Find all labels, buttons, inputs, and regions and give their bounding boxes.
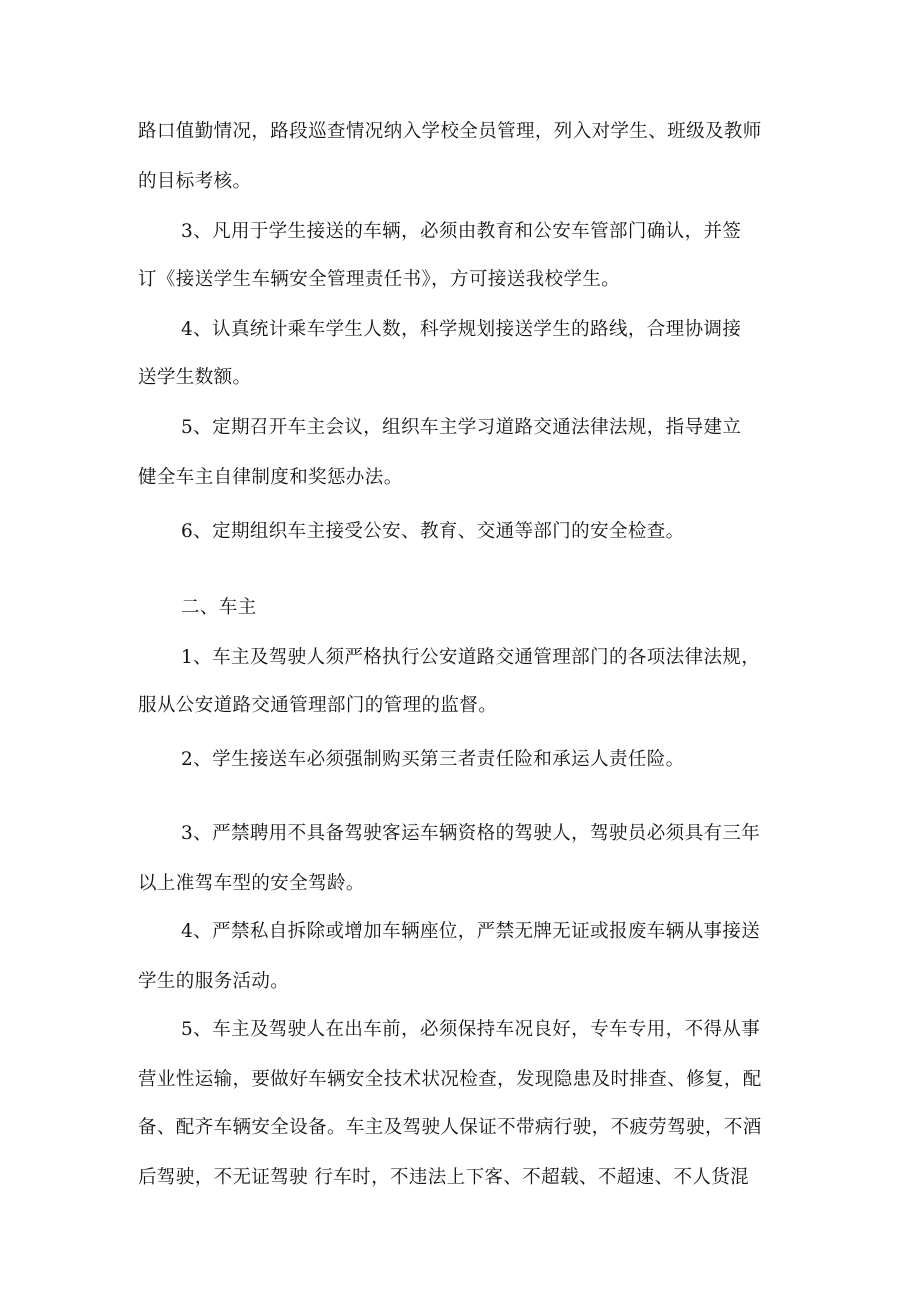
owner-item-5-line-1: 5、车主及驾驶人在出车前，必须保持车况良好，专车专用，不得从事 [181,1019,761,1040]
paragraph-6: 6、定期组织车主接受公安、教育、交通等部门的安全检查。 [181,521,685,542]
section-heading: 二、车主 [181,597,257,618]
paragraph-5-line-1: 5、定期召开车主会议，组织车主学习道路交通法律法规，指导建立 [181,417,742,438]
owner-item-5-line-2: 营业性运输，要做好车辆安全技术状况检查，发现隐患及时排查、修复，配 [138,1069,762,1090]
owner-item-5-line-4: 后驾驶，不无证驾驶 行车时，不违法上下客、不超载、不超速、不人货混 [138,1167,750,1188]
owner-item-3-line-1: 3、严禁聘用不具备驾驶客运车辆资格的驾驶人，驾驶员必须具有三年 [181,823,761,844]
owner-item-4-line-1: 4、严禁私自拆除或增加车辆座位，严禁无牌无证或报废车辆从事接送 [181,921,761,942]
owner-item-3-line-2: 以上准驾车型的安全驾龄。 [138,873,365,894]
paragraph-4-line-2: 送学生数额。 [138,367,252,388]
paragraph-5-line-2: 健全车主自律制度和奖惩办法。 [138,467,403,488]
owner-item-2: 2、学生接送车必须强制购买第三者责任险和承运人责任险。 [181,749,685,770]
owner-item-5-line-3: 备、配齐车辆安全设备。车主及驾驶人保证不带病行驶，不疲劳驾驶，不酒 [138,1117,762,1138]
paragraph-3-line-2: 订《接送学生车辆安全管理责任书》，方可接送我校学生。 [138,269,621,290]
text-line: 路口值勤情况，路段巡查情况纳入学校全员管理，列入对学生、班级及教师 [138,121,762,142]
owner-item-1-line-2: 服从公安道路交通管理部门的管理的监督。 [138,695,498,716]
paragraph-4-line-1: 4、认真统计乘车学生人数，科学规划接送学生的路线，合理协调接 [181,319,742,340]
paragraph-3-line-1: 3、凡用于学生接送的车辆，必须由教育和公安车管部门确认，并签 [181,221,742,242]
text-line: 的目标考核。 [138,171,252,192]
owner-item-1-line-1: 1、车主及驾驶人须严格执行公安道路交通管理部门的各项法律法规， [181,647,761,668]
owner-item-4-line-2: 学生的服务活动。 [138,971,290,992]
